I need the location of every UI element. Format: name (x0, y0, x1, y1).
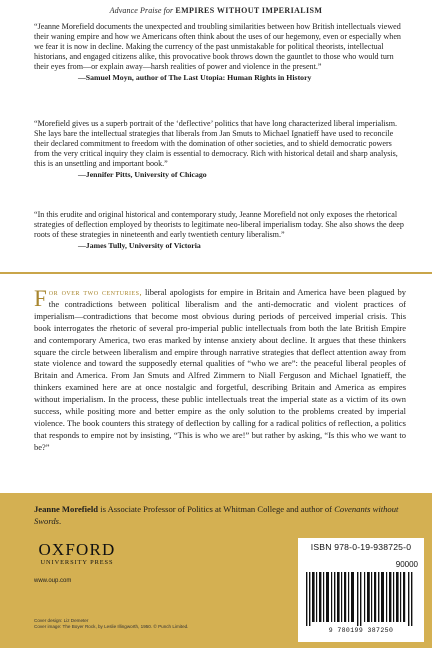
cover-credits (34, 618, 254, 630)
publisher-logo (30, 541, 124, 567)
endorsement-quote (34, 210, 406, 251)
book-description (34, 287, 406, 454)
publisher-name: OXFORD (38, 540, 116, 559)
description-lead: or over two centuries, (48, 287, 143, 297)
praise-header (0, 6, 432, 15)
bio-book-title: Covenants without Swords (34, 504, 399, 526)
publisher-sub: UNIVERSITY PRESS (40, 559, 114, 566)
barcode-icon (306, 572, 416, 626)
barcode-digits: 9 780199 387250 (328, 627, 394, 634)
publisher-url[interactable]: www.oup.com (34, 578, 72, 584)
price-code: 90000 (395, 560, 418, 569)
credit-line: Cover design: Liz Demeter (34, 618, 89, 623)
quote-text: “In this erudite and original historical and contemporary study, Jeanne Morefield not only exposes the rhetorical strategies of deflection employed by theorists to legitimate neo-liberal imperialism today. She also shows the deep roots of these strategies in nineteenth and early twentieth century liberalism.” (34, 210, 404, 239)
description-body: liberal apologists for empire in Britain and America have been plagued by the contradictions between political liberalism and the anti-democratic and violent practices of imperialism—contradictions that become most obvious during periods of perceived imperial crisis. This book interrogates the rhetoric of several pro-imperial public intellectuals from both the late British Empire and contemporary America, two eras marked by intense anxiety about decline. It argues that these thinkers square the circle between liberalism and empire through narrative strategies that deflect attention away from state violence and toward the supposedly eternal qualities of “who we are”: the peaceful liberal peoples of Britain and America. From Jan Smuts and Alfred Zimmern to Niall Ferguson and Michael Ignatieff, the thinkers examined here are at once nostalgic and forgetful, describing Britain and America as empires without imperialism. In the process, these public intellectuals treat the imperial state as a victim of its own success, while positing more and better empire as the only solution to the problems created by imperial violence. The book counters this strategy of deflection by calling for a radical politics of reflection, a politics that responds to empire not by insisting, “This is who we are!” but rather by asking, “Is this who we want to be?” (34, 287, 406, 452)
isbn-barcode-box (298, 538, 424, 642)
praise-book-title: EMPIRES WITHOUT IMPERIALISM (175, 6, 323, 15)
drop-cap: F (34, 286, 47, 311)
quote-text: “Morefield gives us a superb portrait of the ‘deflective’ politics that have long characterized liberal imperialism. She lays bare the intellectual strategies that liberals from Jan Smuts to Michael Ignatieff have used to reconcile their declared commitment to freedom with the domination of other societies, and to shield democratic powers from the very critical inquiry they claim is essential to democracy. Rich with historical detail and sharp analysis, this is an unsettling and important book.” (34, 119, 398, 168)
gold-divider (0, 272, 432, 274)
quote-attribution: —James Tully, University of Victoria (78, 240, 201, 250)
quote-text: “Jeanne Morefield documents the unexpected and troubling similarities between how British intellectuals viewed their waning empire and how we Americans often think about the uses of our hegemony, even or especially when we fear it is now in decline. Making the currency of the past unmistakable for political theorists, intellectual historians, and engaged citizens alike, this provocative book throws down the gauntlet to those who would turn their eyes from—or explain away—harsh realities of power and violence in the present.” (34, 22, 401, 71)
author-bio (34, 503, 406, 527)
credit-line: Cover image: The Boyer Rock, by Leslie Illingworth, 1950. © Punch Limited. (34, 624, 189, 629)
endorsement-quote (34, 22, 406, 82)
endorsement-quote (34, 119, 406, 179)
author-name: Jeanne Morefield (34, 504, 99, 514)
praise-prefix: Advance Praise for (109, 6, 174, 15)
quote-attribution: —Jennifer Pitts, University of Chicago (78, 169, 207, 179)
isbn-label: ISBN 978-0-19-938725-0 (310, 542, 412, 552)
quote-attribution: —Samuel Moyn, author of The Last Utopia: Human Rights in History (78, 72, 312, 82)
bio-end: . (59, 516, 62, 526)
bio-text: is Associate Professor of Politics at Whitman College and author of (98, 504, 335, 514)
